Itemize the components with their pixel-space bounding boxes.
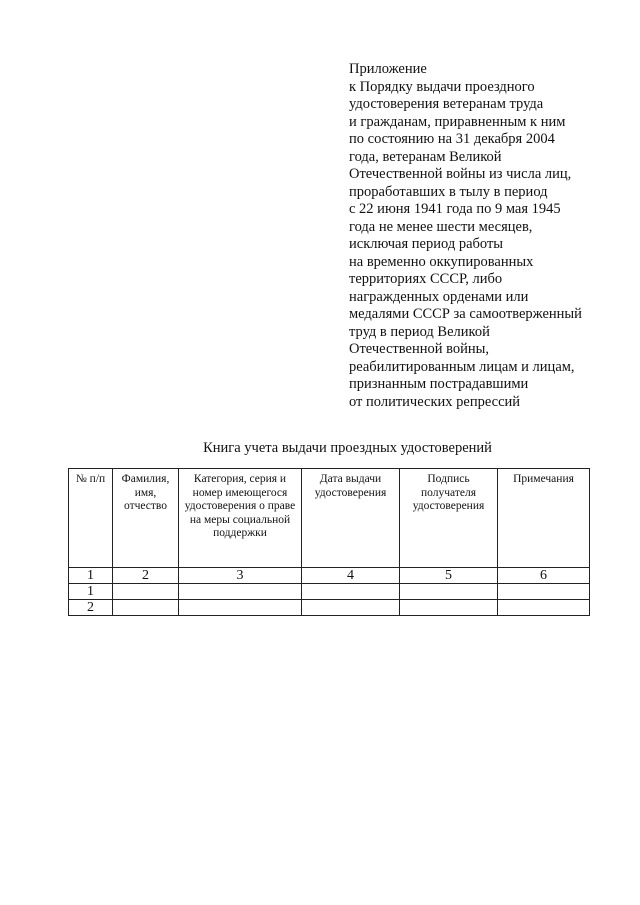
appendix-line: к Порядку выдачи проездного [349,78,535,95]
appendix-line: признанным пострадавшими [349,376,529,392]
header-cell-notes: Примечания [498,469,590,568]
appendix-line: от политических репрессий [349,393,521,410]
table-cell [400,584,498,600]
appendix-line: по состоянию на 31 декабря 2004 [349,131,555,147]
table-cell [113,600,179,616]
column-number: 1 [69,568,113,584]
header-cell-name: Фамилия, имя, отчество [113,469,179,568]
appendix-line: проработавших в тылу в период [349,183,548,200]
table-cell [400,600,498,616]
appendix-line: труд в период Великой [349,323,490,340]
row-index-cell: 1 [69,584,113,600]
header-cell-category: Категория, серия и номер имеющегося удостоверения о праве на меры социальной поддержки [179,469,302,568]
appendix-block [349,61,624,411]
appendix-line: исключая период работы [349,236,504,252]
header-cell-number: № п/п [69,469,113,568]
appendix-line: года не менее шести месяцев, [349,218,533,235]
table-cell [498,584,590,600]
column-number: 6 [498,568,590,584]
table-cell [179,600,302,616]
appendix-line: Отечественной войны, [349,341,489,357]
row-index-cell: 2 [69,600,113,616]
appendix-line: медалями СССР за самоотверженный [349,306,582,322]
column-number: 4 [302,568,400,584]
table-cell [302,584,400,600]
header-cell-signature: Подпись получателя удостоверения [400,469,498,568]
appendix-line: года, ветеранам Великой [349,148,502,165]
column-number: 2 [113,568,179,584]
appendix-line: территориях СССР, либо [349,271,503,287]
document-title: Книга учета выдачи проездных удостоверений [203,440,492,456]
appendix-line: удостоверения ветеранам труда [349,96,544,112]
appendix-line: на временно оккупированных [349,253,534,270]
ledger-table [68,468,590,616]
appendix-line: Отечественной войны из числа лиц, [349,166,572,182]
column-number: 3 [179,568,302,584]
column-number: 5 [400,568,498,584]
header-cell-issue-date: Дата выдачи удостоверения [302,469,400,568]
table-cell [179,584,302,600]
table-cell [498,600,590,616]
column-number-row [69,568,590,584]
appendix-line: реабилитированным лицам и лицам, [349,358,575,375]
appendix-line: с 22 июня 1941 года по 9 мая 1945 [349,201,561,217]
table-row [69,600,590,616]
appendix-line: награжденных орденами или [349,288,529,305]
table-cell [113,584,179,600]
appendix-line: и гражданам, приравненным к ним [349,113,566,130]
table-header-row [69,469,590,568]
table-row [69,584,590,600]
appendix-line: Приложение [349,61,427,77]
table-cell [302,600,400,616]
